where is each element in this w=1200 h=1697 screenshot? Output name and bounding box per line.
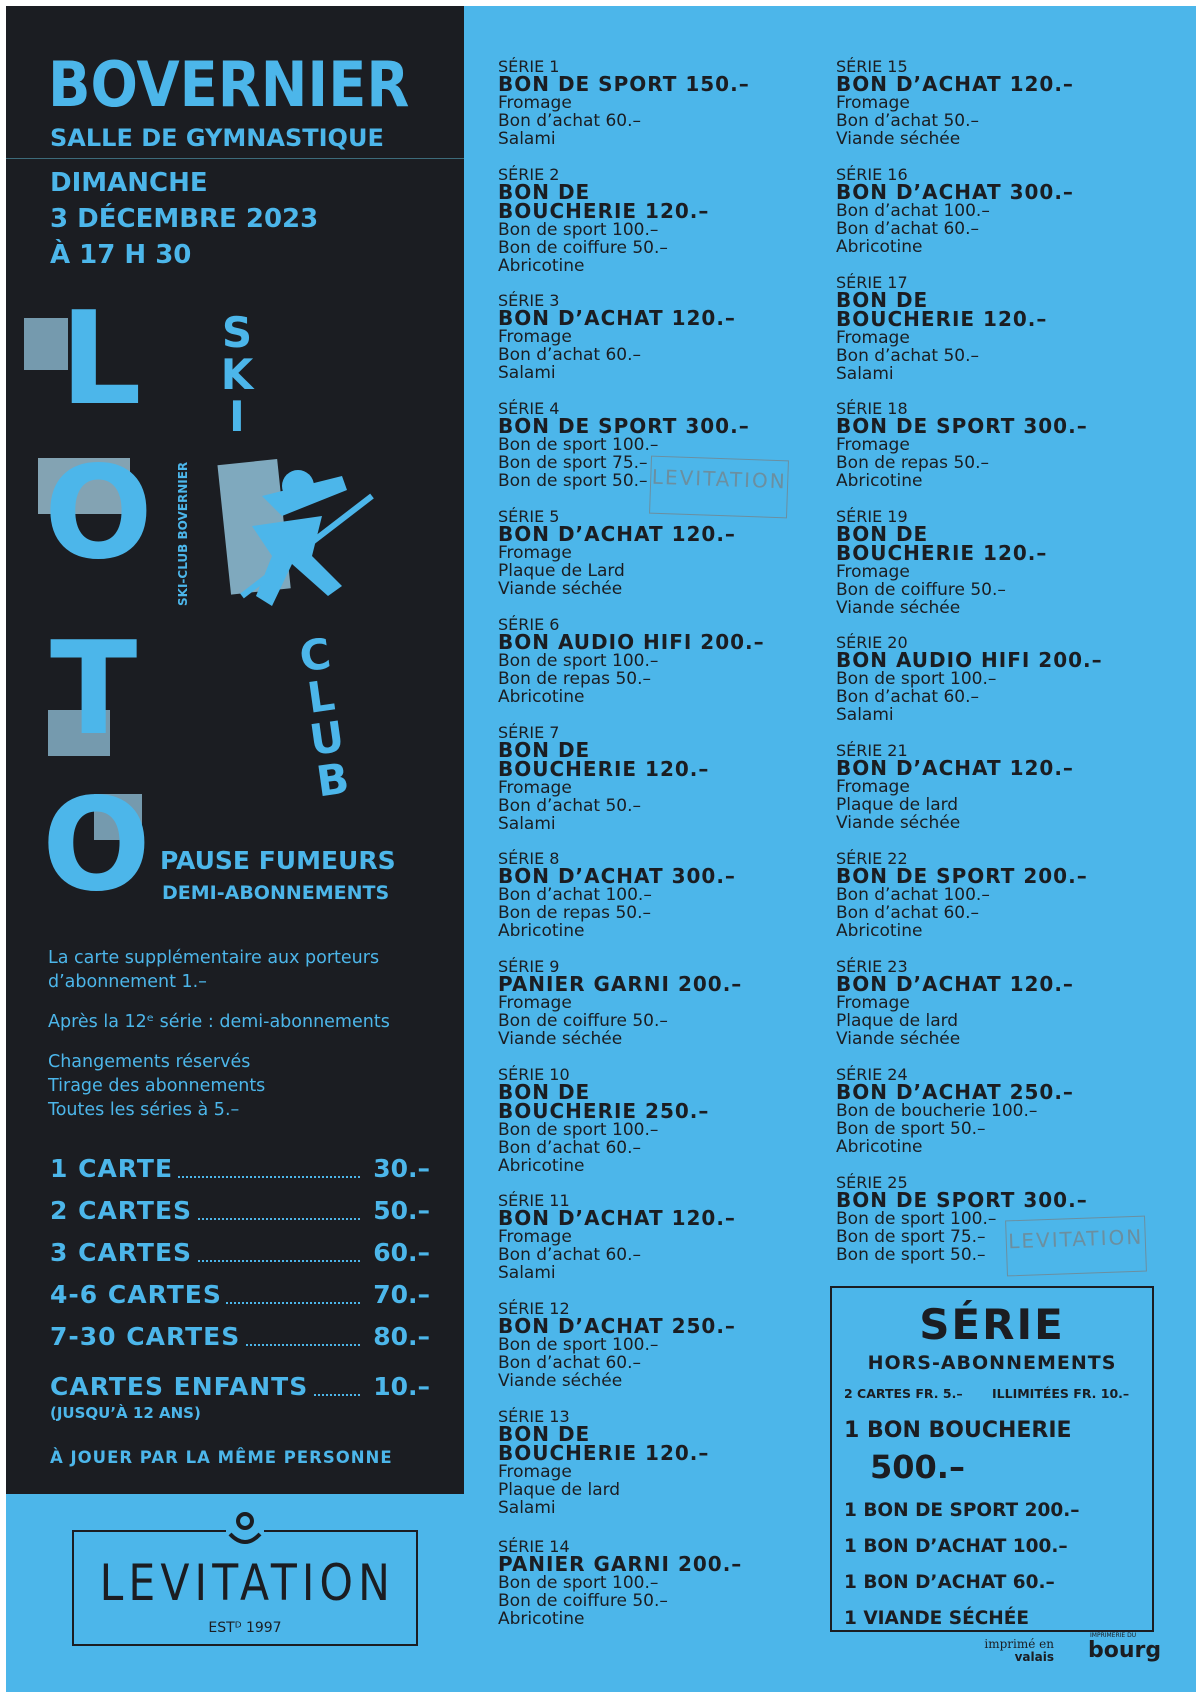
series-item: Bon d’achat 60.– [836,687,979,707]
series-item: Salami [498,129,556,149]
series-title: BON DE [498,1422,591,1446]
sponsor-watermark [1005,1216,1147,1277]
series-title: BON D’ACHAT 250.– [498,1314,736,1338]
printer-credit [984,1638,1054,1664]
series-number: SÉRIE 6 [498,615,560,634]
series-1 [498,58,750,148]
series-item: Bon de repas 50.– [498,669,651,689]
price-label: 3 CARTES [50,1238,196,1267]
event-date: 3 DÉCEMBRE 2023 [50,204,319,234]
series-item: Fromage [836,993,910,1013]
series-17 [836,274,1047,383]
price-value: 50.– [373,1196,430,1225]
series-item: Bon de boucherie 100.– [836,1101,1038,1121]
series-title: BON D’ACHAT 120.– [498,306,736,330]
price-value: 30.– [373,1154,430,1183]
series-item: Bon de sport 50.– [836,1119,986,1139]
series-title: BON D’ACHAT 120.– [498,1206,736,1230]
price-label: 1 CARTE [50,1154,177,1183]
series-item: Salami [498,814,556,834]
series-number: SÉRIE 19 [836,507,908,526]
demi-abonnements: DEMI-ABONNEMENTS [162,882,390,904]
series-item: Bon d’achat 50.– [498,796,641,816]
series-title: BON DE [498,180,591,204]
series-item: Bon d’achat 60.– [498,345,641,365]
extra-card-line-1: La carte supplémentaire aux porteurs [48,948,380,968]
series-item: Bon de repas 50.– [498,903,651,923]
hors-price-unlimited: ILLIMITÉES FR. 10.– [992,1386,1130,1401]
series-item: Bon de sport 100.– [498,220,659,240]
series-3 [498,292,736,382]
printer-line-1: imprimé en [984,1637,1054,1651]
series-title: BON DE [836,288,929,312]
series-5 [498,508,736,598]
all-series-note: Toutes les séries à 5.– [48,1100,240,1120]
series-title: BOUCHERIE 120.– [498,199,710,223]
price-row [50,1238,430,1274]
series-22 [836,850,1088,940]
printer-tag: IMPRIMERIE DU [1090,1632,1137,1639]
after-12-note: Après la 12ᵉ série : demi-abonnements [48,1012,390,1032]
series-item: Fromage [498,93,572,113]
series-title: BON AUDIO HIFI 200.– [836,648,1103,672]
series-item: Abricotine [498,1156,585,1176]
series-item: Fromage [498,1227,572,1247]
watermark-text: LEVITATION [651,464,788,494]
hors-title: SÉRIE [919,1300,1065,1349]
series-12 [498,1300,736,1390]
series-item: Viande séchée [836,598,961,618]
series-item: Bon de repas 50.– [836,453,989,473]
price-value: 70.– [373,1280,430,1309]
series-number: SÉRIE 13 [498,1407,570,1426]
series-item: Plaque de Lard [498,561,625,581]
series-13 [498,1408,709,1517]
series-item: Bon de sport 100.– [498,1573,659,1593]
series-item: Bon d’achat 60.– [836,903,979,923]
event-time: À 17 H 30 [50,240,192,270]
sponsor-name: LEVITATION [99,1554,395,1612]
club-vertical-text: SKI-CLUB BOVERNIER [176,461,190,606]
series-item: Bon de sport 75.– [836,1227,986,1247]
series-item: Fromage [836,328,910,348]
hors-prize-4: 1 BON D’ACHAT 60.– [844,1572,1055,1593]
series-item: Viande séchée [836,129,961,149]
series-number: SÉRIE 25 [836,1173,908,1192]
series-title: BOUCHERIE 120.– [836,307,1048,331]
series-number: SÉRIE 23 [836,957,908,976]
series-16 [836,166,1074,256]
series-number: SÉRIE 12 [498,1299,570,1318]
series-title: BOUCHERIE 120.– [498,757,710,781]
series-title: BON DE [498,1080,591,1104]
series-item: Abricotine [836,921,923,941]
price-label: CARTES ENFANTS [50,1372,312,1401]
series-item: Salami [498,1263,556,1283]
series-item: Fromage [498,778,572,798]
series-title: BON DE SPORT 300.– [836,414,1088,438]
series-item: Bon d’achat 60.– [836,219,979,239]
series-item: Fromage [836,562,910,582]
loto-letter-t: T [50,615,138,764]
series-title: BON DE SPORT 150.– [498,72,750,96]
series-item: Bon de coiffure 50.– [498,1591,668,1611]
hors-price-2-cards: 2 CARTES FR. 5.– [844,1386,963,1401]
event-day: DIMANCHE [50,168,208,198]
series-item: Bon de coiffure 50.– [498,1011,668,1031]
series-item: Bon de sport 100.– [836,1209,997,1229]
levitation-emblem-icon [226,1510,264,1550]
series-item: Salami [498,363,556,383]
series-number: SÉRIE 18 [836,399,908,418]
series-11 [498,1192,736,1282]
price-row [50,1154,430,1190]
series-title: PANIER GARNI 200.– [498,972,743,996]
extra-card-line-2: d’abonnement 1.– [48,972,207,992]
series-item: Fromage [836,93,910,113]
series-item: Fromage [836,777,910,797]
series-number: SÉRIE 24 [836,1065,908,1084]
series-item: Bon d’achat 100.– [836,201,990,221]
series-item: Plaque de lard [498,1480,621,1500]
series-number: SÉRIE 11 [498,1191,570,1210]
series-item: Viande séchée [498,1371,623,1391]
series-item: Viande séchée [498,579,623,599]
series-6 [498,616,765,706]
series-number: SÉRIE 21 [836,741,908,760]
children-note: (JUSQU’À 12 ANS) [50,1404,201,1422]
series-item: Bon de sport 75.– [498,453,648,473]
hors-subtitle: HORS-ABONNEMENTS [867,1352,1117,1374]
price-label: 7-30 CARTES [50,1322,244,1351]
series-number: SÉRIE 22 [836,849,908,868]
series-item: Bon de sport 100.– [498,435,659,455]
series-number: SÉRIE 16 [836,165,908,184]
series-number: SÉRIE 1 [498,57,560,76]
price-row [50,1280,430,1316]
series-item: Salami [836,705,894,725]
series-20 [836,634,1103,724]
price-label: 4-6 CARTES [50,1280,226,1309]
series-title: BON D’ACHAT 300.– [836,180,1074,204]
series-title: BON D’ACHAT 120.– [836,72,1074,96]
printer-line-2: valais [1014,1650,1054,1664]
series-item: Bon d’achat 60.– [498,111,641,131]
series-number: SÉRIE 8 [498,849,560,868]
series-item: Plaque de lard [836,1011,959,1031]
series-item: Abricotine [836,1137,923,1157]
printer-brand-logo: bourg [1088,1638,1162,1663]
price-label: 2 CARTES [50,1196,196,1225]
series-number: SÉRIE 10 [498,1065,570,1084]
left-panel [6,6,464,1494]
series-number: SÉRIE 9 [498,957,560,976]
series-item: Fromage [836,435,910,455]
series-title: PANIER GARNI 200.– [498,1552,743,1576]
sponsor-est-text: ESTᴰ 1997 [202,1620,287,1636]
series-item: Abricotine [498,687,585,707]
price-value: 10.– [373,1372,430,1401]
series-title: BON DE [498,738,591,762]
series-item: Abricotine [836,237,923,257]
series-title: BON DE [836,522,929,546]
series-item: Bon de coiffure 50.– [836,580,1006,600]
series-number: SÉRIE 17 [836,273,908,292]
sponsor-est [74,1620,416,1636]
series-number: SÉRIE 14 [498,1537,570,1556]
series-title: BOUCHERIE 120.– [836,541,1048,565]
series-item: Salami [836,364,894,384]
series-title: BON D’ACHAT 120.– [498,522,736,546]
hors-prize-1-value: 500.– [870,1448,965,1486]
series-item: Fromage [498,1462,572,1482]
sponsor-logo [72,1530,418,1646]
series-19 [836,508,1047,617]
series-item: Viande séchée [836,813,961,833]
series-18 [836,400,1088,490]
ski-word: SKI [220,308,254,441]
loto-letter-o: O [44,439,153,588]
series-item: Fromage [498,993,572,1013]
series-item: Abricotine [836,471,923,491]
hors-prize-2: 1 BON DE SPORT 200.– [844,1500,1080,1521]
series-10 [498,1066,709,1175]
series-title: BON AUDIO HIFI 200.– [498,630,765,654]
loto-letter-o-2: O [42,771,151,920]
series-number: SÉRIE 20 [836,633,908,652]
series-title: BOUCHERIE 120.– [498,1441,710,1465]
series-item: Bon d’achat 60.– [498,1245,641,1265]
series-item: Bon de sport 100.– [498,1335,659,1355]
series-title: BON D’ACHAT 250.– [836,1080,1074,1104]
series-item: Bon d’achat 60.– [498,1353,641,1373]
series-15 [836,58,1074,148]
draw-note: Tirage des abonnements [48,1076,266,1096]
series-2 [498,166,709,275]
series-title: BOUCHERIE 250.– [498,1099,710,1123]
series-7 [498,724,709,833]
series-item: Abricotine [498,256,585,276]
series-number: SÉRIE 3 [498,291,560,310]
hors-abonnements-box [830,1286,1154,1632]
series-24 [836,1066,1074,1156]
venue-name: SALLE DE GYMNASTIQUE [50,124,384,152]
series-item: Bon d’achat 50.– [836,346,979,366]
series-item: Bon d’achat 100.– [836,885,990,905]
series-item: Abricotine [498,921,585,941]
price-row [50,1196,430,1232]
series-8 [498,850,736,940]
price-row [50,1372,430,1408]
series-9 [498,958,742,1048]
series-item: Fromage [498,543,572,563]
pause-fumeurs: PAUSE FUMEURS [160,846,396,875]
series-item: Bon d’achat 50.– [836,111,979,131]
price-row [50,1322,430,1358]
series-item: Bon de sport 100.– [498,651,659,671]
series-number: SÉRIE 7 [498,723,560,742]
series-title: BON D’ACHAT 120.– [836,756,1074,780]
skier-icon [202,456,382,636]
series-item: Plaque de lard [836,795,959,815]
series-item: Abricotine [498,1609,585,1629]
series-item: Salami [498,1498,556,1518]
series-number: SÉRIE 2 [498,165,560,184]
price-value: 60.– [373,1238,430,1267]
loto-letter-l: L [60,285,142,434]
town-name: BOVERNIER [48,48,410,121]
series-14 [498,1538,742,1628]
series-title: BON DE SPORT 200.– [836,864,1088,888]
series-item: Bon de sport 50.– [498,471,648,491]
series-item: Fromage [498,327,572,347]
series-item: Bon de sport 50.– [836,1245,986,1265]
series-item: Bon de sport 100.– [836,669,997,689]
series-21 [836,742,1074,832]
price-value: 80.– [373,1322,430,1351]
series-number: SÉRIE 4 [498,399,560,418]
series-item: Viande séchée [498,1029,623,1049]
club-word: CLUB [296,628,352,807]
hors-prize-3: 1 BON D’ACHAT 100.– [844,1536,1068,1557]
series-number: SÉRIE 5 [498,507,560,526]
series-item: Viande séchée [836,1029,961,1049]
series-23 [836,958,1074,1048]
series-number: SÉRIE 15 [836,57,908,76]
series-title: BON D’ACHAT 120.– [836,972,1074,996]
hors-prize-1: 1 BON BOUCHERIE [844,1418,1072,1443]
series-item: Bon de coiffure 50.– [498,238,668,258]
series-item: Bon de sport 100.– [498,1120,659,1140]
hors-prize-5: 1 VIANDE SÉCHÉE [844,1608,1030,1629]
changes-note: Changements réservés [48,1052,251,1072]
series-title: BON D’ACHAT 300.– [498,864,736,888]
divider [6,158,464,159]
watermark-text: LEVITATION [1007,1224,1144,1254]
series-item: Bon d’achat 100.– [498,885,652,905]
series-item: Bon d’achat 60.– [498,1138,641,1158]
series-title: BON DE SPORT 300.– [498,414,750,438]
series-title: BON DE SPORT 300.– [836,1188,1088,1212]
same-person-note: À JOUER PAR LA MÊME PERSONNE [50,1448,393,1467]
